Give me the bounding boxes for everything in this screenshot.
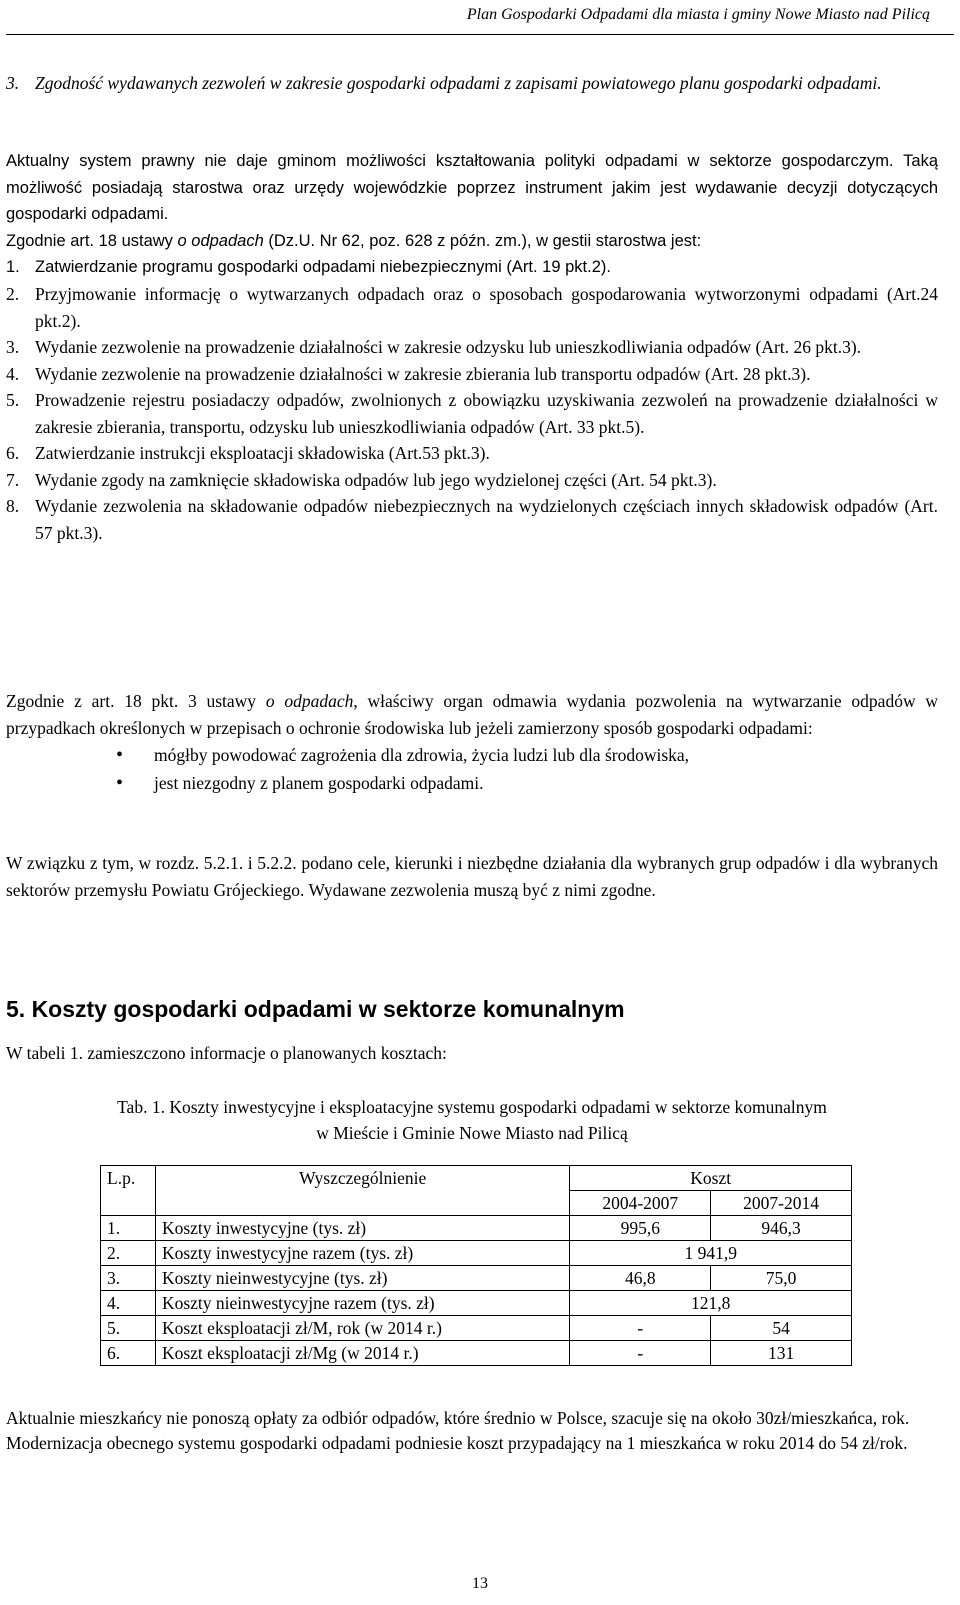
cell-value-2: 131 bbox=[711, 1341, 852, 1366]
duty-text: Wydanie zgody na zamknięcie składowiska odpadów lub jego wydzielonej części (Art. 54 pkt.3). bbox=[35, 469, 717, 490]
cell-item: Koszty nieinwestycyjne razem (tys. zł) bbox=[155, 1291, 569, 1316]
table-row bbox=[101, 1216, 852, 1241]
cell-lp: 1. bbox=[101, 1216, 156, 1241]
header-period-2: 2007-2014 bbox=[711, 1191, 852, 1216]
list-item bbox=[6, 334, 938, 361]
cell-item: Koszty nieinwestycyjne (tys. zł) bbox=[155, 1266, 569, 1291]
list-item bbox=[6, 387, 938, 440]
duty-text: Zatwierdzanie instrukcji eksploatacji składowiska (Art.53 pkt.3). bbox=[35, 443, 490, 463]
para2-post: (Dz.U. Nr 62, poz. 628 z późn. zm.), w gestii starostwa jest: bbox=[263, 231, 702, 250]
table-intro-wrap bbox=[6, 1040, 938, 1067]
cell-item: Koszt eksploatacji zł/Mg (w 2014 r.) bbox=[155, 1341, 569, 1366]
header-period-1: 2004-2007 bbox=[570, 1191, 711, 1216]
paragraph-current-fees: Aktualnie mieszkańcy nie ponoszą opłaty za odbiór odpadów, które średnio w Polsce, szacuje się na około 30zł/mieszkańca, rok. bbox=[6, 1408, 910, 1428]
cell-merged: 121,8 bbox=[570, 1291, 852, 1316]
cell-item: Koszt eksploatacji zł/M, rok (w 2014 r.) bbox=[155, 1316, 569, 1341]
para2-pre: Zgodnie art. 18 ustawy bbox=[6, 231, 178, 250]
list-item bbox=[6, 493, 938, 546]
duty-text: Przyjmowanie informację o wytwarzanych odpadach oraz o sposobach gospodarowania wytworzonymi odpadami (Art.24 pkt.2). bbox=[35, 284, 938, 331]
table-caption-line2: w Mieście i Gminie Nowe Miasto nad Pilicą bbox=[316, 1123, 628, 1143]
cell-value-1: - bbox=[570, 1316, 711, 1341]
duty-text: Prowadzenie rejestru posiadaczy odpadów, zwolnionych z obowiązku uzyskiwania zezwoleń na prowadzenie działalności w zakresie zbierania, transportu, odzysku lub unieszkodliwiania odpadów (Art. 33 pkt.5). bbox=[35, 390, 938, 437]
duty-text: Wydanie zezwolenie na prowadzenie działalności w zakresie zbierania lub transportu odpadów (Art. 28 pkt.3). bbox=[35, 363, 811, 384]
cost-table bbox=[100, 1165, 852, 1366]
closing-block bbox=[6, 1406, 938, 1456]
list-item bbox=[6, 467, 938, 494]
paragraph-refusal bbox=[6, 688, 938, 741]
duties-list bbox=[6, 281, 938, 546]
cell-item: Koszty inwestycyjne razem (tys. zł) bbox=[155, 1241, 569, 1266]
section-3-item bbox=[6, 70, 938, 97]
para3-italic: o odpadach bbox=[265, 691, 354, 711]
table-caption bbox=[6, 1094, 938, 1146]
cell-lp: 2. bbox=[101, 1241, 156, 1266]
header-rule bbox=[6, 34, 954, 35]
duty-number: 1. bbox=[6, 258, 20, 276]
bullet-list bbox=[6, 741, 938, 797]
table-header-row bbox=[101, 1166, 852, 1191]
duty-text: Zatwierdzanie programu gospodarki odpadami niebezpiecznymi (Art. 19 pkt.2). bbox=[35, 258, 611, 276]
cell-value-2: 946,3 bbox=[711, 1216, 852, 1241]
cell-value-1: 46,8 bbox=[570, 1266, 711, 1291]
header-cost: Koszt bbox=[570, 1166, 852, 1191]
header-item: Wyszczególnienie bbox=[155, 1166, 569, 1216]
list-item bbox=[6, 361, 938, 388]
cell-merged: 1 941,9 bbox=[570, 1241, 852, 1266]
para3-post: , właściwy organ odmawia wydania pozwolenia na wytwarzanie odpadów w przypadkach określonych w przepisach o ochronie środowiska lub jeżeli zamierzony sposób gospodarki odpadami: bbox=[6, 691, 938, 738]
bullet-item: • jest niezgodny z planem gospodarki odpadami. bbox=[6, 769, 938, 797]
table-row bbox=[101, 1341, 852, 1366]
duty-number: 2. bbox=[6, 284, 20, 304]
table-row bbox=[101, 1291, 852, 1316]
paragraph-table-intro: W tabeli 1. zamieszczono informacje o planowanych kosztach: bbox=[6, 1043, 447, 1063]
duty-number: 8. bbox=[6, 496, 20, 516]
table-row bbox=[101, 1316, 852, 1341]
intro-block bbox=[6, 148, 938, 281]
duty-number: 4. bbox=[6, 363, 20, 384]
duty-number: 7. bbox=[6, 469, 20, 490]
table-row bbox=[101, 1266, 852, 1291]
duty-text: Wydanie zezwolenia na składowanie odpadów niebezpiecznych na wydzielonych częściach innych składowisk odpadów (Art. 57 pkt.3). bbox=[35, 496, 938, 543]
refusal-block bbox=[6, 688, 938, 797]
table-row bbox=[101, 1241, 852, 1266]
cell-value-1: - bbox=[570, 1341, 711, 1366]
cell-lp: 5. bbox=[101, 1316, 156, 1341]
page-number: 13 bbox=[472, 1575, 488, 1592]
section-5-wrap bbox=[6, 996, 938, 1023]
table-caption-line1: Tab. 1. Koszty inwestycyjne i eksploatacyjne systemu gospodarki odpadami w sektorze komunalnym bbox=[117, 1097, 827, 1117]
section-3-text: Zgodność wydawanych zezwoleń w zakresie gospodarki odpadami z zapisami powiatowego planu gospodarki odpadami. bbox=[35, 73, 882, 93]
cell-value-2: 75,0 bbox=[711, 1266, 852, 1291]
header-lp: L.p. bbox=[101, 1166, 156, 1216]
paragraph-modernization: Modernizacja obecnego systemu gospodarki odpadami podniesie koszt przypadający na 1 mieszkańca w roku 2014 do 54 zł/rok. bbox=[6, 1433, 908, 1453]
section-3-number: 3. bbox=[6, 73, 20, 93]
cell-lp: 3. bbox=[101, 1266, 156, 1291]
paragraph-article-18 bbox=[6, 228, 938, 255]
cell-value-1: 995,6 bbox=[570, 1216, 711, 1241]
bullet-item: • mógłby powodować zagrożenia dla zdrowia, życia ludzi lub dla środowiska, bbox=[6, 741, 938, 769]
list-item bbox=[6, 281, 938, 334]
paragraph-system: Aktualny system prawny nie daje gminom możliwości kształtowania polityki odpadami w sektorze gospodarczym. Taką możliwość posiadają starostwa oraz urzędy wojewódzkie poprzez instrument jakim jest wydawanie decyzji dotyczących gospodarki odpadami. bbox=[6, 152, 938, 223]
cell-lp: 4. bbox=[101, 1291, 156, 1316]
cell-value-2: 54 bbox=[711, 1316, 852, 1341]
running-header: Plan Gospodarki Odpadami dla miasta i gminy Nowe Miasto nad Pilicą bbox=[466, 6, 930, 23]
paragraph-goals-wrap bbox=[6, 850, 938, 903]
para2-italic: o odpadach bbox=[177, 231, 264, 250]
duty-number: 6. bbox=[6, 443, 20, 463]
duty-number: 5. bbox=[6, 390, 20, 410]
duty-text: Wydanie zezwolenie na prowadzenie działalności w zakresie odzysku lub unieszkodliwiania odpadów (Art. 26 pkt.3). bbox=[35, 337, 862, 357]
duty-number: 3. bbox=[6, 337, 20, 357]
cell-lp: 6. bbox=[101, 1341, 156, 1366]
paragraph-goals: W związku z tym, w rozdz. 5.2.1. i 5.2.2. podano cele, kierunki i niezbędne działania dla wybranych grup odpadów i dla wybranych sektorów przemysłu Powiatu Grójeckiego. Wydawane zezwolenia muszą być z nimi zgodne. bbox=[6, 853, 938, 900]
para3-pre: Zgodnie z art. 18 pkt. 3 ustawy bbox=[6, 691, 266, 711]
cell-item: Koszty inwestycyjne (tys. zł) bbox=[155, 1216, 569, 1241]
section-5-heading: 5. Koszty gospodarki odpadami w sektorze komunalnym bbox=[6, 996, 625, 1022]
list-item bbox=[6, 440, 938, 467]
